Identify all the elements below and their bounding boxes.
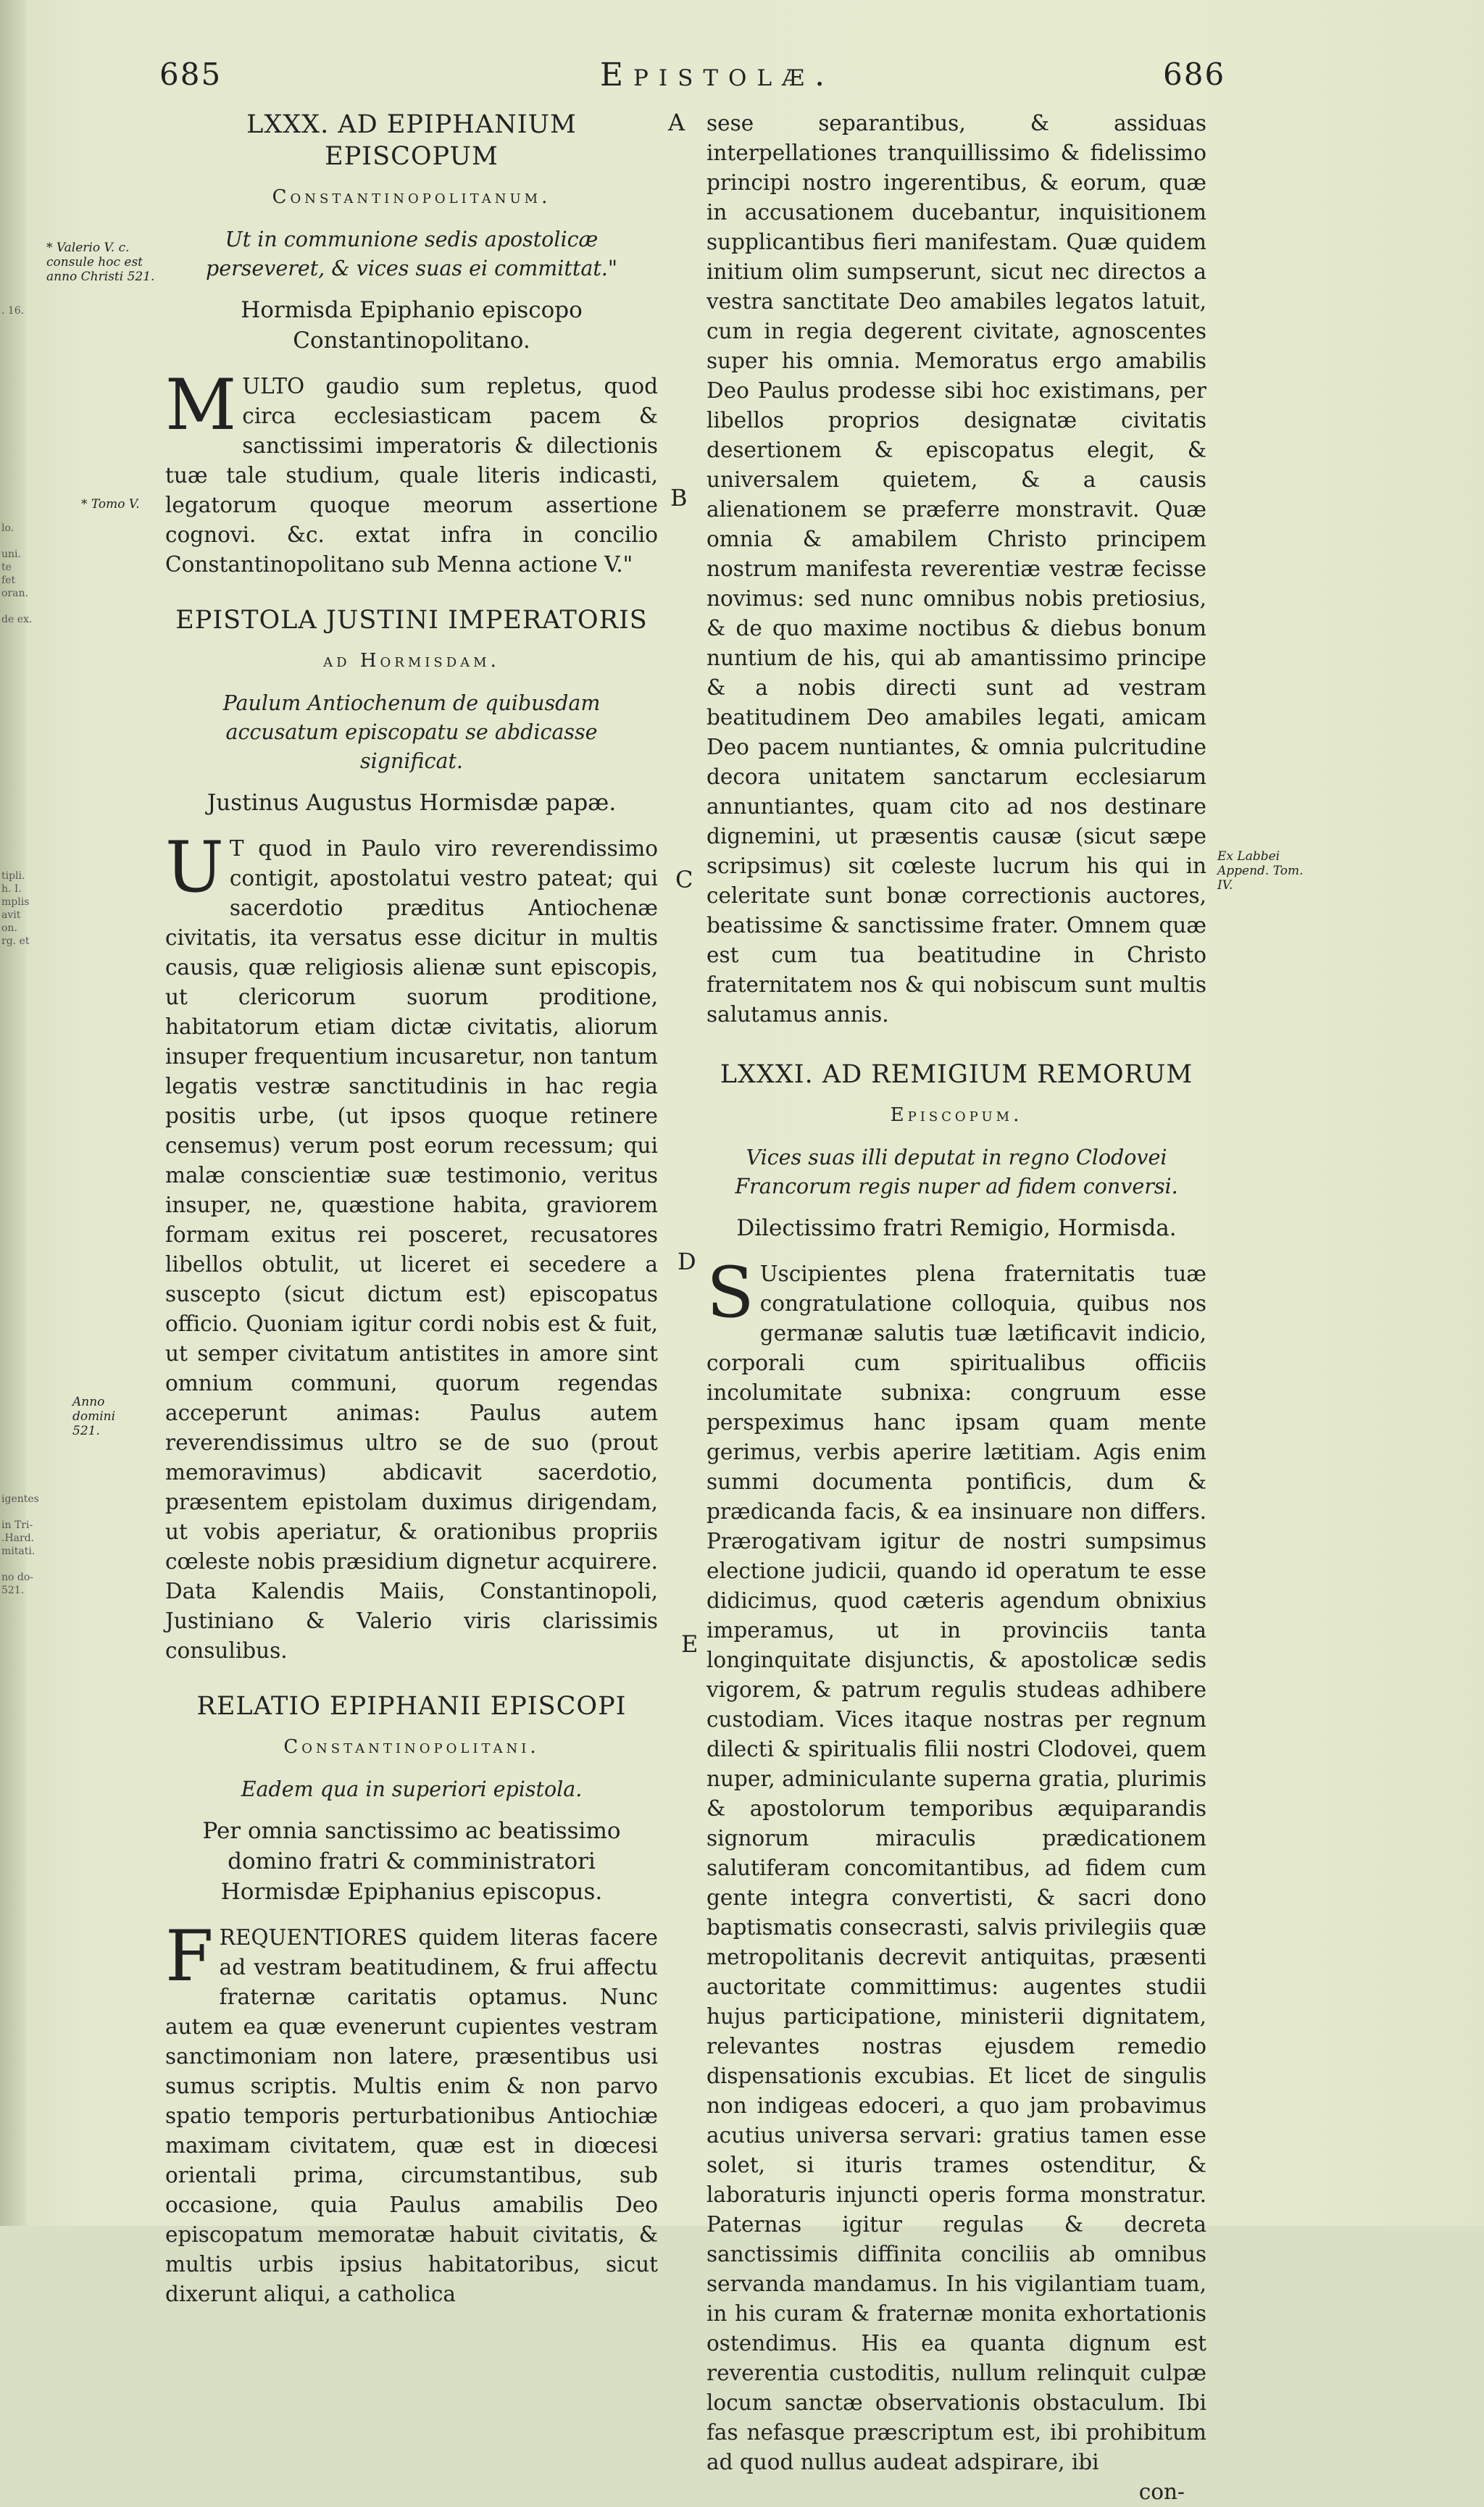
right-column: [706, 109, 1206, 2507]
letter-80-summary: Ut in communione sedis apostolicæ perseveret, & vices suas ei committat.": [206, 228, 617, 280]
epiphanius-relatio-body: [165, 1916, 658, 2309]
edge-fragment: . 16.: [1, 305, 25, 317]
section-letter-c: C: [675, 866, 693, 893]
justin-letter-body: [165, 827, 658, 1666]
letter-80-text: ULTO gaudio sum repletus, quod circa ecclesiasticam pacem & sanctissimi imperatoris & dilectionis tuæ tale studium, quale literis indicasti, legatorum quoque meorum assertione cognovi. &c. extat infra in concilio Constantinopolitano sub Menna actione V.": [165, 374, 658, 577]
letter-81-heading: LXXXI. AD REMIGIUM REMORUM: [720, 1060, 1193, 1089]
epiphanius-relatio-subheading: Constantinopolitani.: [283, 1736, 540, 1758]
relatio-continuation: sese separantibus, & assiduas interpellationes tranquillissimo & fidelissimo principi nostro ingerentibus, & eorum, quæ in accusationem ducebantur, inquisitionem supplicantibus fieri manifestam. Quæ quidem initium olim sumpserunt, sicut nec directos a vestra sanctitate Deo amabiles legatos latuit, cum in regia degerent civitate, agnoscentes super his omnia. Memoratus ergo amabilis Deo Paulus prodesse sibi hoc existimans, per libellos proprios designatæ civitatis desertionem & episcopatus elegit, & universalem quietem, & a causis alienationem se præferre monstravit. Quæ omnia & amabilem Christo principem nostrum manifesta reverentiæ vestræ fecisse novimus: sed nunc omnibus nobis pretiosius, & de quo maxime noctibus & diebus bonum nuntium de his, qui ab amantissimo principe & a nobis directi sunt ad vestram beatitudinem Deo amabiles legati, amicam Deo pacem nuntiantes, & omnia pulcritudine decora unitatem sanctarum ecclesiarum annuntiantes, quam cito ad nos destinare dignemini, ut præsentis causæ (sicut sæpe scripsimus) sit cœleste lucrum his qui in celeritate sunt bonæ correctionis auctores, beatissime & sanctissime frater. Omnem quæ est cum tua beatitudine in Christo fraternitatem nos & qui nobiscum sunt multis salutamus annis.: [706, 111, 1206, 1027]
catchword: con-: [1138, 2479, 1185, 2504]
epiphanius-relatio-heading: RELATIO EPIPHANII EPISCOPI: [196, 1692, 627, 1721]
page-number-left: 685: [159, 57, 222, 92]
letter-80-subheading: Constantinopolitanum.: [272, 186, 551, 208]
edge-fragment: igentes in Tri- .Hard. mitati. no do- 521.: [1, 1493, 39, 1596]
epiphanius-relatio-address: Per omnia sanctissimo ac beatissimo domino fratri & comministratori Hormisdæ Epiphanius episcopus.: [202, 1818, 621, 1905]
justin-letter-heading: EPISTOLA JUSTINI IMPERATORIS: [175, 606, 648, 635]
margin-note-tomo: * Tomo V.: [81, 497, 140, 512]
epiphanius-relatio-text: REQUENTIORES quidem literas facere ad vestram beatitudinem, & frui affectu fraternæ caritatis optamus. Nunc autem ea quæ evenerunt cupientes vestram sanctimoniam non latere, præsentibus usi sumus scriptis. Multis enim & non parvo spatio temporis perturbationibus Antiochiæ maximam civitatem, quæ est in diœcesi orientali prima, circumstantibus, sub occasione, quia Paulus amabilis Deo episcopatum memoratæ habuit civitatis, & multis urbis ipsius habitatoribus, sicut dixerunt aliqui, a catholica: [165, 1925, 658, 2306]
drop-cap-u: U: [165, 827, 224, 908]
epiphanius-relatio-summary: Eadem qua in superiori epistola.: [241, 1777, 583, 1801]
letter-81-body: [706, 1252, 1206, 2477]
margin-note-anno: Anno domini 521.: [72, 1395, 116, 1438]
margin-note-labbei: Ex Labbei Append. Tom. IV.: [1217, 849, 1304, 893]
justin-letter-text: T quod in Paulo viro reverendissimo contigit, apostolatui vestro pateat; qui sacerdotio præditus Antiochenæ civitatis, ita versatus esse dicitur in multis causis, quæ religiosis alienæ sunt episcopis, ut clericorum suorum proditione, habitatorum etiam dictæ civitatis, aliorum insuper frequentium incusaretur, non tantum legatis vestræ sanctitudinis in hac regia positis urbe, (ut ipsos quoque retinere censemus) verum post eorum recessum; qui malæ conscientiæ suæ testimonio, veritus insuper, ne, quæstione habita, graviorem formam exitus rei posceret, recusatores libellos obtulit, ut liceret ei secedere a suscepto (sicut dictum est) episcopatus officio. Quoniam igitur cordi nobis est & fuit, ut semper civitatum antistites in amore sint omnium communi, quorum regendas acceperunt animas: Paulus autem reverendissimus ultro se de suo (prout memoravimus) abdicavit sacerdotio, præsentem epistolam duximus dirigendam, ut vobis aperiatur, & orationibus propriis cœleste nobis præsidium dignetur acquirere. Data Kalendis Maiis, Constantinopoli, Justiniano & Valerio viris clarissimis consulibus.: [165, 836, 658, 1663]
letter-80-body: [165, 364, 658, 580]
letter-81-text: Uscipientes plena fraternitatis tuæ congratulatione colloquia, quibus nos germanæ salutis tuæ lætificavit indicio, corporali cum spiritualibus officiis incolumitate subnixa: congruum esse perspeximus hanc ipsam quam mente gerimus, verbis aperire lætitiam. Agis enim summi documenta pontificis, dum & prædicanda facis, & ea insinuare non differs. Prærogativam igitur de nostri sumpsimus electione judicii, quando id operatum te esse didicimus, quod cæteris agendum obnixius imperamus, ut in provinciis tanta longinquitate disjunctis, & apostolicæ sedis vigorem, & patrum regulis studeas adhibere custodiam. Vices itaque nostras per regnum dilecti & spiritualis filii nostri Clodovei, quem nuper, adminiculante superna gratia, plurimis & apostolorum temporibus æquiparandis signorum miraculis prædicationem salutiferam concomitantibus, ad fidem cum gente integra convertisti, & sacri dono baptismatis consecrasti, salvis privilegiis quæ metropolitanis decrevit antiquitas, præsenti auctoritate committimus: augentes studii hujus participatione, ministerii dignitatem, relevantes nostras ejusdem remedio dispensationis excubias. Et licet de singulis non indigeas edoceri, a quo jam probavimus acutius universa servari: gratius tamen esse solet, si ituris trames ostenditur, & laboraturis injuncti operis forma monstratur. Paternas igitur regulas & decreta sanctissimis diffinita conciliis ab omnibus servanda mandamus. In his vigilantiam tuam, in his curam & fraternæ monita exhortationis ostendimus. His ea quanta dignum est reverentia custoditis, nullum relinquit culpæ locum sanctæ observationis obstaculum. Ibi fas nefasque præscriptum est, ibi prohibitum ad quod nullus audeat adspirare, ibi: [706, 1261, 1206, 2474]
justin-letter-subheading: ad Hormisdam.: [323, 650, 500, 672]
letter-81-address: Dilectissimo fratri Remigio, Hormisda.: [736, 1215, 1177, 1241]
section-letter-e: E: [681, 1630, 699, 1658]
edge-fragment: tipli. h. I. mplis avit on. rg. et: [1, 870, 30, 947]
left-column: [165, 109, 658, 2309]
edge-fragment: lo. uni. te fet oran. de ex.: [1, 522, 33, 625]
letter-80-address: Hormisda Epiphanio episcopo Constantinopolitano.: [241, 297, 583, 354]
justin-letter-address: Justinus Augustus Hormisdæ papæ.: [207, 790, 617, 816]
letter-80-heading: LXXX. AD EPIPHANIUM EPISCOPUM: [246, 110, 577, 171]
running-title: Epistolæ.: [599, 57, 835, 93]
section-letter-b: B: [670, 484, 688, 512]
page-number-right: 686: [1163, 57, 1226, 92]
gutter-shadow: [0, 0, 26, 2226]
section-letter-a: A: [668, 109, 685, 136]
letter-81-subheading: Episcopum.: [890, 1104, 1023, 1126]
justin-letter-summary: Paulum Antiochenum de quibusdam accusatum episcopatu se abdicasse significat.: [222, 691, 601, 773]
drop-cap-m: M: [165, 364, 237, 446]
drop-cap-f: F: [165, 1916, 214, 1997]
drop-cap-s: S: [706, 1252, 754, 1333]
margin-note-valerio: * Valerio V. c. consule hoc est anno Christi 521.: [46, 241, 155, 284]
letter-81-summary: Vices suas illi deputat in regno Clodovei Francorum regis nuper ad fidem conversi.: [735, 1146, 1178, 1198]
section-letter-d: D: [678, 1248, 696, 1275]
